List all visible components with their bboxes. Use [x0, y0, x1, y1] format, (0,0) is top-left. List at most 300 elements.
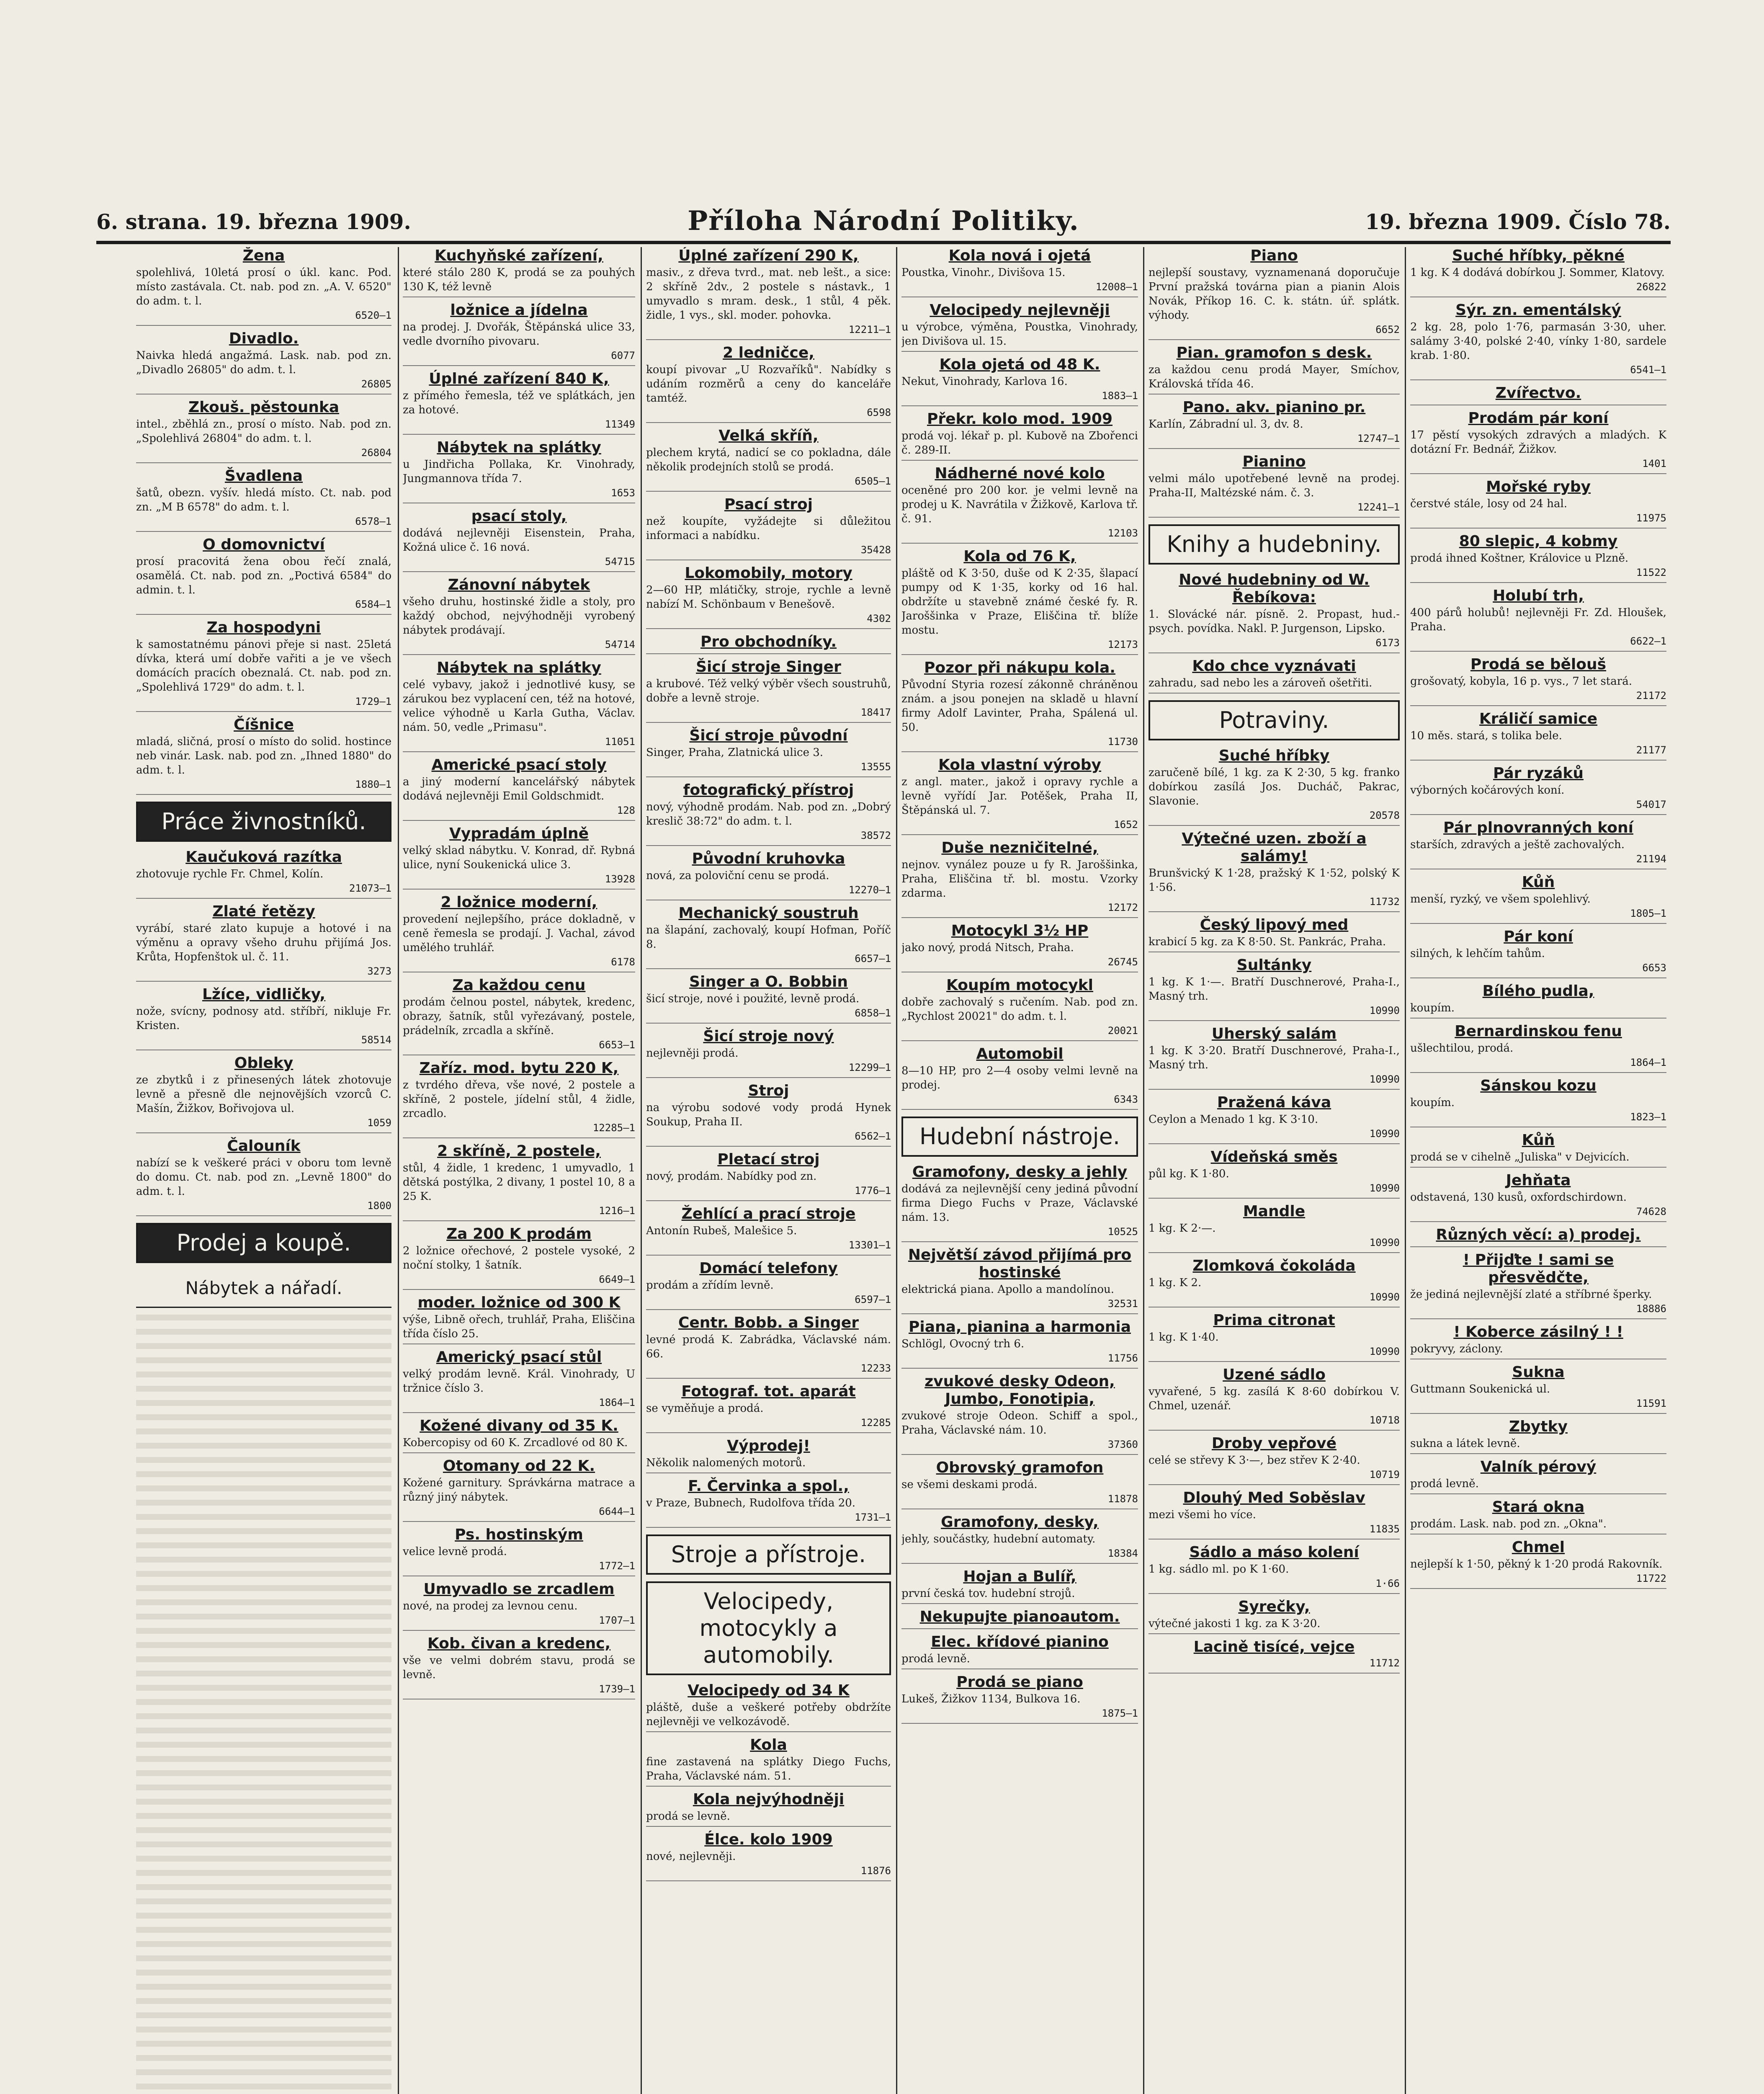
ad-title: Zbytky	[1509, 1418, 1568, 1435]
ad-reference-code: 12285—1	[592, 1122, 635, 1134]
ad-reference-code: 12241—1	[1357, 501, 1400, 513]
ad-title: Sýr. zn. ementálský	[1455, 302, 1621, 319]
ad-text: nová, za poloviční cenu se prodá.	[646, 869, 829, 882]
classified-ad	[901, 659, 1138, 752]
ad-reference-code: 6505—1	[855, 475, 891, 487]
classified-ad	[901, 922, 1138, 972]
classified-ad	[646, 1831, 891, 1881]
ad-reference-code: 10990	[1369, 1005, 1400, 1016]
classified-ad	[901, 756, 1138, 835]
classified-ad	[1410, 874, 1666, 924]
ad-reference-code: 26804	[361, 447, 391, 459]
classified-ad	[1410, 1458, 1666, 1494]
ad-text: prodá se levně.	[646, 1810, 730, 1823]
ad-reference-code: 1864—1	[1630, 1057, 1666, 1068]
ad-title: Pian. gramofon s desk.	[1176, 344, 1372, 361]
ad-text: jako nový, prodá Nitsch, Praha.	[901, 941, 1074, 954]
classified-ad	[1149, 1257, 1400, 1307]
ad-title: Králičí samice	[1479, 710, 1598, 727]
classified-ad	[136, 247, 391, 326]
ad-reference-code: 6584—1	[355, 598, 391, 610]
ad-text: prodám. Lask. nab. pod zn. „Okna".	[1410, 1518, 1607, 1530]
column-divider	[1405, 247, 1406, 2094]
ad-reference-code: 1216—1	[599, 1205, 635, 1217]
ad-reference-code: 11876	[860, 1865, 891, 1877]
ad-reference-code: 54017	[1636, 799, 1666, 810]
classified-ad	[403, 1417, 635, 1453]
ad-reference-code: 54715	[605, 556, 635, 567]
ad-text: 1 kg. K 1·40.	[1149, 1331, 1219, 1344]
ad-text: 17 pěstí vysokých zdravých a mladých. K dotázní Fr. Bednář, Žižkov.	[1410, 429, 1666, 456]
ad-title: ! Přijďte ! sami se přesvědčte,	[1463, 1251, 1614, 1286]
ad-text: mezi všemi ho více.	[1149, 1509, 1256, 1521]
ad-text: levné prodá K. Zabrádka, Václavské nám. 66.	[646, 1333, 891, 1360]
classified-ad	[403, 1635, 635, 1699]
classified-ad	[403, 1060, 635, 1138]
classified-ad	[901, 977, 1138, 1041]
classified-ad	[403, 508, 635, 572]
ad-text: z tvrdého dřeva, vše nové, 2 postele a skříně, 2 postele, jídelní stůl, 4 židle, zrcadlo.	[403, 1079, 635, 1120]
header-rule	[96, 241, 1671, 244]
ad-text: fine zastavená na splátky Diego Fuchs, Praha, Václavské nám. 51.	[646, 1756, 891, 1782]
classified-ad	[403, 1142, 635, 1221]
ad-reference-code: 13301—1	[848, 1239, 891, 1251]
ad-title: 2 skříně, 2 postele,	[437, 1142, 601, 1160]
ad-reference-code: 21172	[1636, 690, 1666, 701]
ad-text: provedení nejlepšího, práce dokladně, v ceně řemesla se prodají. J. Vachal, závod umělého truhlář.	[403, 913, 635, 954]
ad-reference-code: 11051	[605, 736, 635, 748]
ad-title: Pozor při nákupu kola.	[924, 659, 1115, 676]
ad-text: prodám čelnou postel, nábytek, kredenc, obrazy, šatník, stůl vyřezávaný, postele, prádelník, zrcadla a skříně.	[403, 996, 635, 1037]
ad-text: 1 kg. K 1·—. Bratří Duschnerové, Praha-I., Masný trh.	[1149, 976, 1400, 1003]
classified-ad	[1410, 710, 1666, 761]
classified-ad	[403, 576, 635, 655]
classified-ad	[646, 344, 891, 423]
section-header-instruments: Hudební nástroje.	[901, 1117, 1138, 1157]
ad-title: Divadlo.	[229, 330, 299, 347]
ad-text: nové, na prodej za levnou cenu.	[403, 1600, 578, 1612]
ad-reference-code: 11712	[1369, 1657, 1400, 1669]
ad-reference-code: 54714	[605, 639, 635, 650]
ad-reference-code: 6597—1	[855, 1294, 891, 1305]
ad-reference-code: 1731—1	[855, 1511, 891, 1523]
classified-ad	[646, 1151, 891, 1201]
ad-title: Kožené divany od 35 K.	[420, 1417, 618, 1434]
ad-text: zhotovuje rychle Fr. Chmel, Kolín.	[136, 868, 324, 880]
ad-reference-code: 11522	[1636, 567, 1666, 578]
classified-ad	[1149, 1312, 1400, 1362]
classified-ad	[403, 1294, 635, 1344]
ad-title: Kola nejvýhodněji	[693, 1791, 845, 1808]
ad-title: Valník pérový	[1480, 1458, 1597, 1475]
ad-text: elektrická piana. Apollo a mandolínou.	[901, 1283, 1114, 1296]
ad-text: Ceylon a Menado 1 kg. K 3·10.	[1149, 1113, 1318, 1126]
ad-reference-code: 21194	[1636, 853, 1666, 865]
classified-ad	[136, 1055, 391, 1133]
newspaper-title: Příloha Národní Politiky.	[688, 205, 1079, 237]
ad-text: půl kg. K 1·80.	[1149, 1168, 1229, 1180]
ad-title: Švadlena	[224, 467, 303, 485]
classified-ad	[646, 1791, 891, 1827]
column-2	[403, 247, 635, 2094]
ad-title: Syrečky,	[1238, 1598, 1310, 1615]
ad-text: pláště od K 3·50, duše od K 2·35, šlapací pumpy od K 1·35, korky od 16 hal. obdržíte u stavebně známé české fy. R. Jaroššinka v Praze, Eliščina tř. blíže mostu.	[901, 567, 1138, 637]
classified-ad	[646, 727, 891, 777]
classified-ad	[1149, 399, 1400, 449]
ad-text: Singer, Praha, Zlatnická ulice 3.	[646, 746, 824, 759]
ad-title: Nábytek na splátky	[437, 659, 601, 676]
ad-title: Zkouš. pěstounka	[188, 399, 340, 416]
ad-title: Prodá se piano	[956, 1674, 1083, 1691]
classified-ad	[901, 410, 1138, 461]
ad-reference-code: 11878	[1107, 1493, 1138, 1505]
classified-ad	[1149, 1544, 1400, 1594]
ad-text: Guttmann Soukenická ul.	[1410, 1383, 1550, 1395]
ad-reference-code: 11732	[1369, 896, 1400, 908]
classified-ad	[1410, 1323, 1666, 1359]
classified-ad	[1410, 1077, 1666, 1127]
classified-ad	[1410, 1172, 1666, 1222]
classified-ad	[901, 1318, 1138, 1369]
classified-ad	[901, 1608, 1138, 1629]
ad-text: prodám a zřídím levně.	[646, 1279, 774, 1292]
ad-reference-code: 1883—1	[1102, 390, 1138, 402]
classified-ad	[403, 756, 635, 821]
ad-text: masiv., z dřeva tvrd., mat. neb lešt., a sice: 2 skříně 2dv., 2 postele s nástavk., 1 umyvadlo s mram. desk., 1 stůl, 4 pěk. židle, 1 vys., skl. moder. pohovka.	[646, 266, 891, 322]
ad-reference-code: 13928	[605, 873, 635, 885]
ad-title: Obleky	[234, 1055, 294, 1072]
small-print-text	[136, 1315, 391, 2094]
ad-text: nejnov. vynález pouze u fy R. Jaroššinka, Praha, Eliščina tř. bl. mostu. Vzorky zdarma.	[901, 859, 1138, 900]
ad-title: Pletací stroj	[717, 1151, 820, 1168]
classified-ad	[136, 848, 391, 899]
ad-reference-code: 10718	[1369, 1414, 1400, 1426]
classified-ad	[136, 399, 391, 463]
ad-title: Žehlící a prací stroje	[681, 1205, 856, 1222]
ad-title: Uherský salám	[1211, 1025, 1337, 1042]
ad-text: pokryvy, záclony.	[1410, 1343, 1503, 1355]
ad-title: Motocykl 3½ HP	[951, 922, 1089, 939]
ad-title: Kdo chce vyznávati	[1192, 658, 1356, 675]
ad-reference-code: 6598	[867, 407, 891, 418]
classified-ad	[901, 839, 1138, 918]
ad-text: nový, prodám. Nabídky pod zn.	[646, 1170, 817, 1183]
ad-title: Gramofony, desky a jehly	[912, 1163, 1128, 1181]
ad-reference-code: 12172	[1107, 902, 1138, 913]
ad-title: Kola vlastní výroby	[938, 756, 1102, 774]
classified-ad	[901, 1163, 1138, 1242]
ad-title: Lžíce, vidličky,	[202, 986, 326, 1003]
ad-title: Americké psací stoly	[431, 756, 607, 774]
classified-ad	[901, 1246, 1138, 1314]
ad-title: Původní kruhovka	[692, 850, 845, 867]
ad-reference-code: 10525	[1107, 1226, 1138, 1238]
ad-text: nože, svícny, podnosy atd. stříbří, nikluje Fr. Kristen.	[136, 1005, 391, 1032]
ad-text: vyrábí, staré zlato kupuje a hotové i na výměnu a opravy všeho druhu přijímá Jos. Krůta, Hopfenštok ul. č. 11.	[136, 922, 391, 963]
ad-text: všeho druhu, hostinské židle a stoly, pro každý obchod, nejvýhodněji vyrobený nábytek prodávají.	[403, 596, 635, 637]
ad-reference-code: 10990	[1369, 1291, 1400, 1303]
classified-ad	[403, 439, 635, 503]
classified-ad	[646, 1682, 891, 1732]
classified-ad	[1149, 344, 1400, 395]
ad-title: Jehňata	[1506, 1172, 1571, 1189]
ad-title: Ps. hostinským	[455, 1526, 583, 1543]
classified-ad	[646, 1082, 891, 1147]
classified-ad	[136, 619, 391, 712]
ad-reference-code: 1800	[367, 1200, 391, 1212]
classified-ad	[1410, 1539, 1666, 1589]
ad-text: silných, k lehčím tahům.	[1410, 947, 1545, 960]
ad-text: z přímého řemesla, též ve splátkách, jen za hotové.	[403, 389, 635, 416]
ad-text: prodá ihned Koštner, Královice u Plzně.	[1410, 552, 1629, 565]
issue-number-date: 19. března 1909. Číslo 78.	[1365, 209, 1671, 234]
ad-title: Hojan a Bulíř,	[963, 1568, 1076, 1585]
ad-reference-code: 6649—1	[599, 1274, 635, 1285]
ad-title: Zánovní nábytek	[448, 576, 590, 593]
ad-title: Élce. kolo 1909	[704, 1831, 833, 1848]
ad-title: Uzené sádlo	[1223, 1366, 1326, 1383]
ad-text: na výrobu sodové vody prodá Hynek Soukup, Praha II.	[646, 1101, 891, 1128]
ad-title: zvukové desky Odeon, Jumbo, Fonotipia,	[924, 1373, 1115, 1408]
ad-title: Zlomková čokoláda	[1192, 1257, 1356, 1274]
ad-title: Nádherné nové kolo	[935, 465, 1105, 482]
classified-ad	[1149, 1094, 1400, 1144]
ad-title: ložnice a jídelna	[450, 302, 588, 319]
ad-reference-code: 6343	[1114, 1093, 1138, 1105]
ad-title: Velocipedy nejlevněji	[930, 302, 1110, 319]
ad-reference-code: 1875—1	[1102, 1707, 1138, 1719]
ad-title: Piano	[1250, 247, 1298, 264]
classified-ad	[1410, 478, 1666, 529]
classified-ad	[901, 1514, 1138, 1564]
classified-ad	[901, 1674, 1138, 1724]
section-header-velocipedes: Velocipedy, motocykly a automobily.	[646, 1581, 891, 1675]
ad-text: výše, Libně ořech, truhlář, Praha, Eliščina třída číslo 25.	[403, 1313, 635, 1340]
ad-reference-code: 6520—1	[355, 309, 391, 321]
ad-title: Čalouník	[227, 1137, 301, 1155]
ad-title: Šicí stroje nový	[703, 1028, 834, 1045]
ad-reference-code: 32531	[1107, 1298, 1138, 1310]
ad-reference-code: 10990	[1369, 1182, 1400, 1194]
column-4	[901, 247, 1138, 2094]
ad-title: Mandle	[1243, 1203, 1306, 1220]
ad-text: krabicí 5 kg. za K 8·50. St. Pankrác, Praha.	[1149, 936, 1386, 948]
ad-title: Pár plnovranných koní	[1443, 819, 1633, 836]
ad-title: Bílého pudla,	[1482, 983, 1594, 1000]
ad-title: Nábytek na splátky	[437, 439, 601, 456]
ad-text: vyvařené, 5 kg. zasílá K 8·60 dobírkou V. Chmel, uzenář.	[1149, 1385, 1400, 1412]
ad-text: nejlepší soustavy, vyznamenaná doporučuje První pražská továrna pian a pianin Alois Novák, Příkop 16. C. k. státn. úř. splátk. výhody.	[1149, 266, 1400, 322]
column-divider	[641, 247, 642, 2094]
ad-text: šicí stroje, nové i použité, levně prodá.	[646, 993, 860, 1005]
ad-reference-code: 1864—1	[599, 1397, 635, 1408]
ad-reference-code: 11975	[1636, 512, 1666, 524]
ad-reference-code: 1·66	[1375, 1578, 1400, 1589]
column-3	[646, 247, 891, 2094]
ad-text: na šlapání, zachovalý, koupí Hofman, Poříč 8.	[646, 924, 891, 951]
ad-text: Nekut, Vinohrady, Karlova 16.	[901, 375, 1068, 388]
classified-ad	[901, 465, 1138, 544]
ad-text: a jiný moderní kancelářský nábytek dodává nejlevněji Emil Goldschmidt.	[403, 776, 635, 802]
ad-reference-code: 10990	[1369, 1073, 1400, 1085]
classified-ad	[901, 356, 1138, 406]
ad-title: Výprodej!	[727, 1437, 810, 1454]
classified-ad	[1149, 916, 1400, 952]
ad-title: Kola od 76 K,	[963, 548, 1076, 565]
classified-ad	[403, 825, 635, 890]
classified-ad	[136, 716, 391, 795]
ad-text: velice levně prodá.	[403, 1545, 507, 1558]
ad-title: Sultánky	[1236, 957, 1312, 974]
ad-text: jehly, součástky, hudební automaty.	[901, 1533, 1096, 1545]
ad-title: Obrovský gramofon	[936, 1459, 1104, 1476]
classified-ad	[646, 427, 891, 492]
classified-ad	[1410, 1251, 1666, 1319]
classified-ad	[646, 247, 891, 340]
ad-title: Gramofony, desky,	[941, 1514, 1099, 1531]
ad-title: Pár koní	[1504, 928, 1573, 945]
ad-reference-code: 11835	[1369, 1523, 1400, 1535]
ad-reference-code: 12299—1	[848, 1062, 891, 1073]
section-header-food: Potraviny.	[1149, 700, 1400, 740]
ad-reference-code: 21177	[1636, 744, 1666, 756]
ad-reference-code: 6622—1	[1630, 635, 1666, 647]
classified-ad	[901, 1045, 1138, 1110]
ad-text: u výrobce, výměna, Poustka, Vinohrady, jen Divišova ul. 15.	[901, 321, 1138, 348]
ad-reference-code: 38572	[860, 830, 891, 841]
ad-title: Prima citronat	[1213, 1312, 1335, 1329]
classified-ad	[1149, 1435, 1400, 1485]
ad-text: 10 měs. stará, s tolika bele.	[1410, 730, 1562, 742]
ad-reference-code: 26822	[1636, 281, 1666, 293]
classified-ad	[646, 850, 891, 900]
ad-text: čerstvé stále, losy od 24 hal.	[1410, 498, 1568, 510]
ad-text: 1 kg. K 2.	[1149, 1277, 1202, 1289]
ad-text: ze zbytků i z přinesených látek zhotovuje levně a přesně dle nejnovějších vzorců C. Mašín, Žižkov, Bořivojova ul.	[136, 1074, 391, 1115]
section-header-trades: Práce živnostníků.	[136, 802, 391, 842]
ad-text: celé vybavy, jakož i jednotlivé kusy, se zárukou bez vyplacení cen, též na hotové, velice výhodně u Karla Gutha, Václav. nám. 50, vedle „Primasu".	[403, 678, 635, 734]
classified-ad	[901, 1568, 1138, 1604]
classified-ad	[136, 467, 391, 532]
ad-text: 8—10 HP, pro 2—4 osoby velmi levně na prodej.	[901, 1065, 1138, 1091]
ad-title: Velocipedy od 34 K	[688, 1682, 850, 1699]
ad-text: mladá, sličná, prosí o místo do solid. hostince neb vinár. Lask. nab. pod zn. „Ihned 1880" do adm. t. l.	[136, 735, 391, 776]
classified-ad	[403, 302, 635, 366]
ad-text: u Jindřicha Pollaka, Kr. Vinohrady, Jungmannova třída 7.	[403, 458, 635, 485]
ad-reference-code: 6653—1	[599, 1039, 635, 1051]
ad-reference-code: 1059	[367, 1117, 391, 1129]
ad-text: stůl, 4 židle, 1 kredenc, 1 umyvadlo, 1 dětská postýlka, 2 divany, 1 postel 10, 8 a 25 K.	[403, 1162, 635, 1203]
ad-reference-code: 1772—1	[599, 1560, 635, 1572]
ad-title: Mechanický soustruh	[678, 905, 859, 922]
ad-title: Duše nezničitelné,	[941, 839, 1098, 856]
classified-ad	[136, 330, 391, 395]
ad-reference-code: 1653	[611, 487, 635, 499]
ad-reference-code: 12211—1	[848, 324, 891, 335]
ad-text: na prodej. J. Dvořák, Štěpánská ulice 33, vedle dvorního pivovaru.	[403, 321, 635, 348]
ad-text: nové, nejlevněji.	[646, 1850, 736, 1863]
ad-reference-code: 12285	[860, 1417, 891, 1429]
ad-title: Pianino	[1242, 453, 1306, 470]
classified-ad	[1410, 1418, 1666, 1454]
ad-reference-code: 1401	[1642, 458, 1666, 469]
ad-text: starších, zdravých a ještě zachovalých.	[1410, 838, 1625, 851]
ad-text: koupím.	[1410, 1002, 1455, 1014]
ad-title: Automobil	[976, 1045, 1064, 1062]
classified-ad	[1149, 1638, 1400, 1674]
ad-title: 2 ledničce,	[723, 344, 814, 361]
classified-ad	[1410, 765, 1666, 815]
ad-title: Zvířectvo.	[1495, 384, 1581, 402]
column-6	[1410, 247, 1666, 2094]
ad-reference-code: 1776—1	[855, 1185, 891, 1197]
classified-ad	[403, 1349, 635, 1413]
ad-text: zaručeně bílé, 1 kg. za K 2·30, 5 kg. franko dobírkou zasílá Jos. Ducháč, Pakrac, Slavonie.	[1149, 766, 1400, 807]
ad-title: Droby vepřové	[1211, 1435, 1337, 1452]
classified-ad	[136, 1137, 391, 1216]
ad-text: prodá voj. lékař p. pl. Kubově na Zbořenci č. 289-II.	[901, 430, 1138, 456]
ad-title: Největší závod přijímá pro hostinské	[908, 1246, 1132, 1281]
ad-reference-code: 6541—1	[1630, 364, 1666, 376]
ad-title: Stroj	[748, 1082, 789, 1099]
ad-text: z angl. mater., jakož i opravy rychle a levně vyřídí Jar. Potěšek, Praha II, Štěpánská ul. 7.	[901, 776, 1138, 817]
ad-reference-code: 1880—1	[355, 779, 391, 790]
ad-reference-code: 21073—1	[349, 882, 391, 894]
classified-ad	[1410, 410, 1666, 474]
ad-text: se všemi deskami prodá.	[901, 1478, 1038, 1491]
column-divider	[896, 247, 897, 2094]
ad-reference-code: 6644—1	[599, 1506, 635, 1517]
ad-title: Lacině tisícé, vejce	[1193, 1638, 1355, 1656]
section-header-furniture: Nábytek a nářadí.	[136, 1270, 391, 1308]
ad-title: Holubí trh,	[1493, 587, 1584, 604]
ad-text: dodává nejlevněji Eisenstein, Praha, Kožná ulice č. 16 nová.	[403, 527, 635, 554]
ad-text: pláště, duše a veškeré potřeby obdržíte nejlevněji ve velkozávodě.	[646, 1701, 891, 1728]
classified-ad	[403, 1581, 635, 1631]
ad-reference-code: 6077	[611, 350, 635, 361]
ad-reference-code: 11349	[605, 418, 635, 430]
classified-ad	[646, 633, 891, 654]
classified-ad	[646, 973, 891, 1024]
column-divider	[1143, 247, 1144, 2094]
ad-text: spolehlivá, 10letá prosí o úkl. kanc. Pod. místo zastávala. Ct. nab. pod zn. „A. V. 6520" do adm. t. l.	[136, 266, 391, 307]
classified-ad	[1149, 658, 1400, 694]
ad-text: 2—60 HP, mlátičky, stroje, rychle a levně nabízí M. Schönbaum v Benešově.	[646, 584, 891, 611]
ad-text: 1 kg. K 4 dodává dobírkou J. Sommer, Klatovy.	[1410, 266, 1665, 279]
classified-ad	[646, 1437, 891, 1473]
classified-ad	[1149, 957, 1400, 1021]
ad-text: celé se střevy K 3·—, bez střev K 2·40.	[1149, 1454, 1360, 1467]
ad-text: 1 kg. K 3·20. Bratří Duschnerové, Praha-I., Masný trh.	[1149, 1044, 1400, 1071]
ad-text: ušlechtilou, prodá.	[1410, 1042, 1514, 1055]
ad-title: Žena	[242, 247, 285, 264]
ad-text: 1. Slovácké nár. písně. 2. Propast, hud.-psych. povídka. Nakl. P. Jurgenson, Lipsko.	[1149, 608, 1400, 635]
ad-title: Zaříz. mod. bytu 220 K,	[419, 1060, 619, 1077]
classified-ad	[136, 986, 391, 1050]
ad-text: které stálo 280 K, prodá se za pouhých 130 K, též levně	[403, 266, 635, 293]
ad-reference-code: 12747—1	[1357, 433, 1400, 444]
ad-title: psací stoly,	[471, 508, 567, 525]
ad-reference-code: 6858—1	[855, 1007, 891, 1019]
classified-ad	[646, 565, 891, 629]
ad-title: Mořské ryby	[1486, 478, 1591, 495]
ad-title: Kola	[750, 1736, 787, 1754]
ad-text: šatů, obezn. vyšív. hledá místo. Ct. nab. pod zn. „M B 6578" do adm. t. l.	[136, 487, 391, 513]
ad-title: Číšnice	[234, 716, 294, 733]
ad-text: Kobercopisy od 60 K. Zrcadlové od 80 K.	[403, 1436, 628, 1449]
section-header-machines: Stroje a přístroje.	[646, 1534, 891, 1575]
ad-text: Karlín, Zábradní ul. 3, dv. 8.	[1149, 418, 1303, 431]
